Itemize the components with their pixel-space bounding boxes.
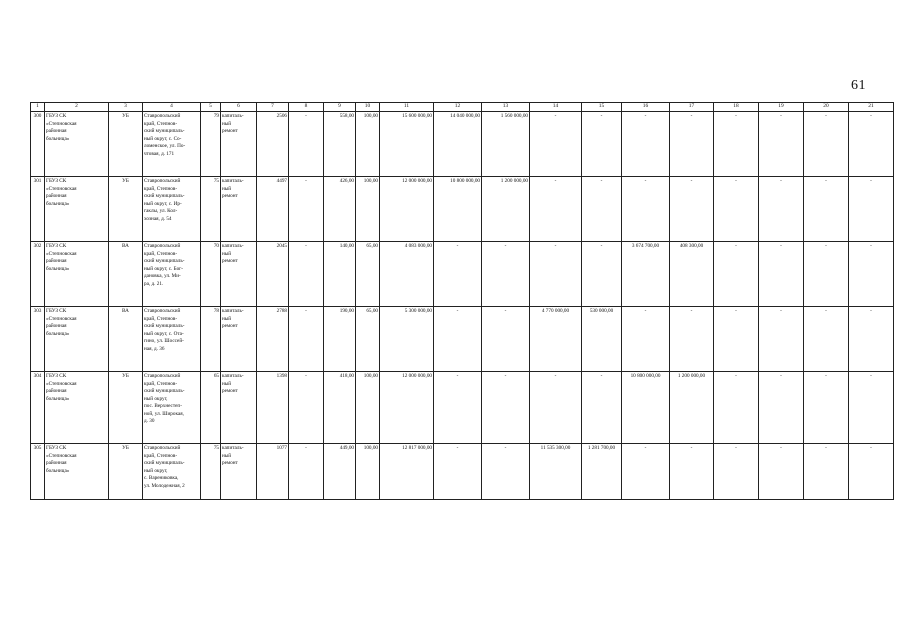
col-20: - — [804, 372, 849, 444]
col-7: 4497 — [257, 177, 289, 242]
col-7: 2788 — [257, 307, 289, 372]
register-table — [30, 102, 894, 500]
col-13: - — [482, 307, 530, 372]
col-10: 100,00 — [356, 372, 380, 444]
page-number: 61 — [851, 78, 866, 93]
col-21: - — [849, 112, 894, 177]
organization: ГБУЗ СК «Степновская районная больница» — [45, 444, 109, 500]
funding-source: УБ — [109, 444, 143, 500]
row-number: 303 — [31, 307, 45, 372]
col-11: 15 600 000,00 — [380, 112, 434, 177]
col-20: - — [804, 444, 849, 500]
col-19: - — [759, 242, 804, 307]
address: Ставропольский край, Степнов- ский муниципаль- ный округ, с. Варениковка, ул. Молодежная, 2 — [143, 444, 201, 500]
table-row — [31, 307, 894, 372]
col-11: 12 000 000,00 — [380, 372, 434, 444]
work-type: капиталь- ный ремонт — [221, 372, 257, 444]
table-row — [31, 372, 894, 444]
col-15: - — [582, 372, 622, 444]
col-13: - — [482, 444, 530, 500]
col-8: - — [289, 242, 324, 307]
col-12: - — [434, 307, 482, 372]
col-20: - — [804, 307, 849, 372]
col-16: - — [622, 177, 670, 242]
col-20: - — [804, 177, 849, 242]
col-19: - — [759, 177, 804, 242]
col-21: - — [849, 177, 894, 242]
col-14: - — [530, 112, 582, 177]
col-12: 10 800 000,00 — [434, 177, 482, 242]
funding-source: УБ — [109, 177, 143, 242]
address: Ставропольский край, Степнов- ский муниципаль- ный округ, с. Бог- дановка, ул. Ми- ра, д. 21. — [143, 242, 201, 307]
col-20: - — [804, 242, 849, 307]
column-header-10: 10 — [356, 103, 380, 112]
col-15: - — [582, 242, 622, 307]
col-16: - — [622, 307, 670, 372]
col-8: - — [289, 372, 324, 444]
col-5: 79 — [201, 112, 221, 177]
table-row — [31, 112, 894, 177]
column-header-4: 4 — [143, 103, 201, 112]
col-7: 2506 — [257, 112, 289, 177]
organization: ГБУЗ СК «Степновская районная больница» — [45, 372, 109, 444]
col-21: - — [849, 372, 894, 444]
col-20: - — [804, 112, 849, 177]
col-10: 100,00 — [356, 444, 380, 500]
row-number: 300 — [31, 112, 45, 177]
funding-source: УБ — [109, 112, 143, 177]
col-12: - — [434, 372, 482, 444]
organization: ГБУЗ СК «Степновская районная больница» — [45, 307, 109, 372]
organization: ГБУЗ СК «Степновская районная больница» — [45, 177, 109, 242]
work-type: капиталь- ный ремонт — [221, 444, 257, 500]
funding-source: ВА — [109, 242, 143, 307]
table-row — [31, 242, 894, 307]
col-17: 1 200 000,00 — [670, 372, 714, 444]
col-5: 70 — [201, 242, 221, 307]
col-14: 11 535 300,00 — [530, 444, 582, 500]
col-17: - — [670, 112, 714, 177]
column-header-3: 3 — [109, 103, 143, 112]
col-5: 65 — [201, 372, 221, 444]
col-19: - — [759, 444, 804, 500]
col-5: 75 — [201, 444, 221, 500]
col-15: - — [582, 112, 622, 177]
row-number: 301 — [31, 177, 45, 242]
col-16: 10 800 000,00 — [622, 372, 670, 444]
col-18: - — [714, 444, 759, 500]
column-header-16: 16 — [622, 103, 670, 112]
column-header-1: 1 — [31, 103, 45, 112]
column-header-14: 14 — [530, 103, 582, 112]
col-11: 5 300 000,00 — [380, 307, 434, 372]
col-17: - — [670, 444, 714, 500]
col-14: - — [530, 177, 582, 242]
col-15: 530 000,00 — [582, 307, 622, 372]
col-10: 65,00 — [356, 242, 380, 307]
address: Ставропольский край, Степнов- ский муниципаль- ный округ, с. Ота- гино, ул. Шоссей- ная, д. 36 — [143, 307, 201, 372]
col-10: 100,00 — [356, 112, 380, 177]
col-9: 558,00 — [324, 112, 356, 177]
col-10: 100,00 — [356, 177, 380, 242]
col-18: - — [714, 177, 759, 242]
col-9: 426,00 — [324, 177, 356, 242]
col-21: - — [849, 307, 894, 372]
address: Ставропольский край, Степнов- ский муниципаль- ный округ, с. Со- ломенское, ул. По- чтовая, д. 171 — [143, 112, 201, 177]
work-type: капиталь- ный ремонт — [221, 112, 257, 177]
column-header-15: 15 — [582, 103, 622, 112]
column-header-17: 17 — [670, 103, 714, 112]
col-12: - — [434, 242, 482, 307]
col-11: 12 000 000,00 — [380, 177, 434, 242]
col-8: - — [289, 177, 324, 242]
column-header-7: 7 — [257, 103, 289, 112]
col-9: 190,00 — [324, 307, 356, 372]
col-12: - — [434, 444, 482, 500]
column-header-18: 18 — [714, 103, 759, 112]
column-header-20: 20 — [804, 103, 849, 112]
header-row — [31, 103, 894, 112]
col-5: 78 — [201, 307, 221, 372]
col-16: - — [622, 112, 670, 177]
col-9: 449,00 — [324, 444, 356, 500]
column-header-13: 13 — [482, 103, 530, 112]
col-13: - — [482, 242, 530, 307]
organization: ГБУЗ СК «Степновская районная больница» — [45, 112, 109, 177]
column-header-5: 5 — [201, 103, 221, 112]
col-21: - — [849, 242, 894, 307]
col-8: - — [289, 307, 324, 372]
col-5: 75 — [201, 177, 221, 242]
col-11: 12 817 000,00 — [380, 444, 434, 500]
col-19: - — [759, 372, 804, 444]
col-7: 1398 — [257, 372, 289, 444]
funding-source: ВА — [109, 307, 143, 372]
col-14: 4 770 000,00 — [530, 307, 582, 372]
col-15: - — [582, 177, 622, 242]
col-19: - — [759, 112, 804, 177]
col-21: - — [849, 444, 894, 500]
col-7: 2045 — [257, 242, 289, 307]
col-19: - — [759, 307, 804, 372]
col-10: 65,00 — [356, 307, 380, 372]
work-type: капиталь- ный ремонт — [221, 307, 257, 372]
col-17: - — [670, 177, 714, 242]
col-16: - — [622, 444, 670, 500]
col-18: - — [714, 242, 759, 307]
table-row — [31, 444, 894, 500]
col-17: - — [670, 307, 714, 372]
funding-source: УБ — [109, 372, 143, 444]
row-number: 305 — [31, 444, 45, 500]
col-14: - — [530, 242, 582, 307]
column-header-21: 21 — [849, 103, 894, 112]
col-9: 140,00 — [324, 242, 356, 307]
work-type: капиталь- ный ремонт — [221, 177, 257, 242]
col-13: 1 200 000,00 — [482, 177, 530, 242]
row-number: 304 — [31, 372, 45, 444]
col-17: 408 300,00 — [670, 242, 714, 307]
organization: ГБУЗ СК «Степновская районная больница» — [45, 242, 109, 307]
col-13: - — [482, 372, 530, 444]
col-7: 1077 — [257, 444, 289, 500]
col-15: 1 281 700,00 — [582, 444, 622, 500]
column-header-9: 9 — [324, 103, 356, 112]
column-header-6: 6 — [221, 103, 257, 112]
column-header-2: 2 — [45, 103, 109, 112]
col-11: 4 083 000,00 — [380, 242, 434, 307]
col-18: - — [714, 307, 759, 372]
address: Ставропольский край, Степнов- ский муниципаль- ный округ, с. Ир- гаклы, ул. Кол- хозная, д. 54 — [143, 177, 201, 242]
col-12: 14 040 000,00 — [434, 112, 482, 177]
col-14: - — [530, 372, 582, 444]
col-9: 418,00 — [324, 372, 356, 444]
col-18: - — [714, 112, 759, 177]
col-16: 3 674 700,00 — [622, 242, 670, 307]
column-header-8: 8 — [289, 103, 324, 112]
col-8: - — [289, 112, 324, 177]
table-row — [31, 177, 894, 242]
col-13: 1 560 000,00 — [482, 112, 530, 177]
row-number: 302 — [31, 242, 45, 307]
col-18: - — [714, 372, 759, 444]
column-header-11: 11 — [380, 103, 434, 112]
address: Ставропольский край, Степнов- ский муниципаль- ный округ, пос. Верхнестеп- ной, ул. Широкая, д. 30 — [143, 372, 201, 444]
column-header-19: 19 — [759, 103, 804, 112]
column-header-12: 12 — [434, 103, 482, 112]
col-8: - — [289, 444, 324, 500]
work-type: капиталь- ный ремонт — [221, 242, 257, 307]
